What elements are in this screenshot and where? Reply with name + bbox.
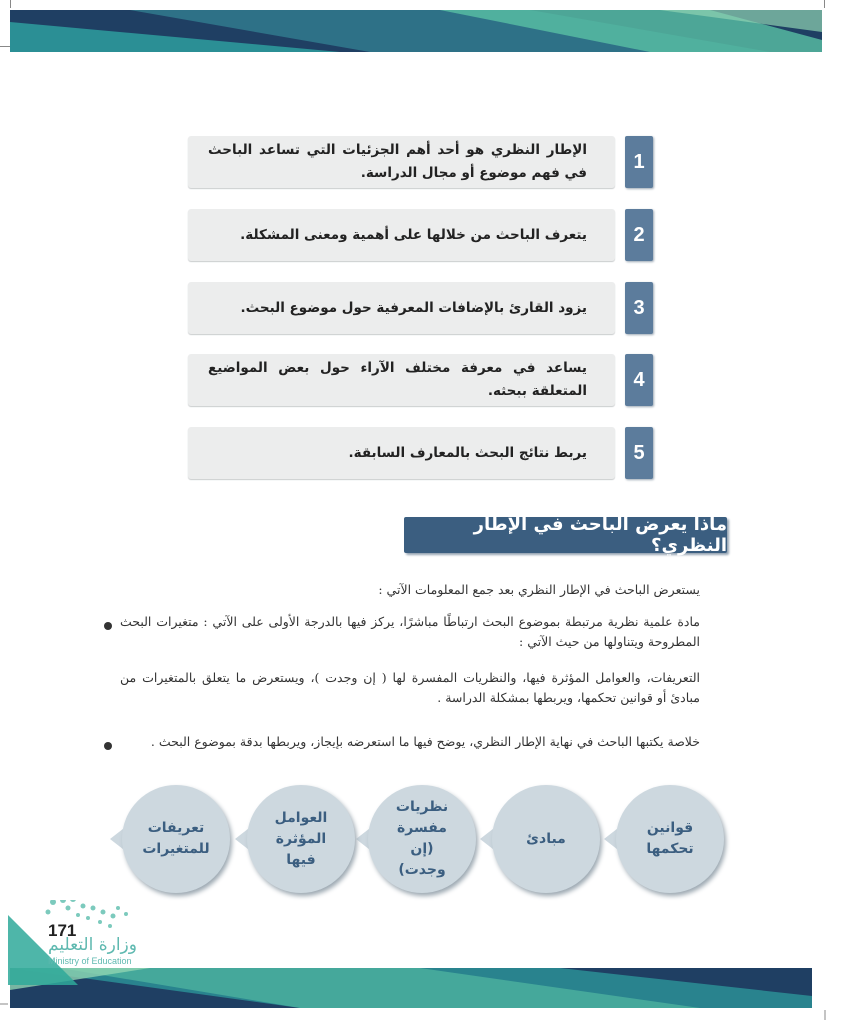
flow-circle — [247, 785, 355, 893]
body-paragraph: التعريفات، والعوامل المؤثرة فيها، والنظريات المفسرة لها ( إن وجدت )، ويستعرض ما يتعلق بالمتغيرات من مبادئ أو قوانين تحكمها، ويربطها بمشكلة الدراسة . — [120, 670, 700, 705]
flow-label: مبادئ — [526, 830, 566, 847]
item-number: 4 — [625, 354, 653, 406]
list-item — [188, 427, 615, 479]
item-number: 5 — [625, 427, 653, 479]
flow-label: تعريفات للمتغيرات — [142, 820, 210, 857]
header-band — [10, 10, 822, 52]
crop-mark — [10, 0, 11, 8]
flow-label: العوامل المؤثرة فيها — [274, 809, 328, 868]
list-item — [188, 209, 615, 261]
flow-circle — [492, 785, 600, 893]
bullet-text-2: خلاصة يكتبها الباحث في نهاية الإطار النظري، يوضح فيها ما استعرضه بإيجاز، ويربطها بدقة بموضوع البحث . — [150, 734, 700, 749]
ministry-name-arabic: وزارة التعليم — [48, 935, 137, 955]
flow-label: نظريات مفسرة (إن وجدت) — [395, 799, 449, 878]
bullet-point — [104, 742, 112, 750]
ministry-name-english: Ministry of Education — [48, 956, 132, 966]
list-item — [188, 282, 615, 334]
item-text: الإطار النظري هو أحد أهم الجزئيات التي تساعد الباحث في فهم موضوع أو مجال الدراسة. — [208, 142, 587, 181]
crop-mark — [0, 46, 10, 47]
intro-paragraph: يستعرض الباحث في الإطار النظري بعد جمع المعلومات الآتي : — [378, 582, 700, 597]
item-text: يتعرف الباحث من خلالها على أهمية ومعنى المشكلة. — [240, 226, 587, 243]
page-number: 171 — [48, 921, 77, 940]
item-text: يساعد في معرفة مختلف الآراء حول بعض المواضيع المتعلقة ببحثه. — [208, 360, 587, 399]
flow-circle — [616, 785, 724, 893]
item-number: 2 — [625, 209, 653, 261]
item-number: 3 — [625, 282, 653, 334]
item-text: يربط نتائج البحث بالمعارف السابقة. — [348, 444, 587, 461]
item-text: يزود القارئ بالإضافات المعرفية حول موضوع البحث. — [240, 299, 587, 316]
flow-label: قوانين تحكمها — [646, 820, 694, 857]
crop-mark — [824, 0, 825, 8]
list-item — [188, 136, 615, 188]
section-heading: ماذا يعرض الباحث في الإطار النظري؟ — [404, 517, 727, 553]
header-decoration — [10, 10, 822, 52]
flow-circle — [122, 785, 230, 893]
item-number: 1 — [625, 136, 653, 188]
bullet-text-1: مادة علمية نظرية مرتبطة بموضوع البحث ارتباطًا مباشرًا، يركز فيها بالدرجة الأولى على الآتي : متغيرات البحث المطروحة ويتناولها من حيث الآتي : — [120, 614, 700, 649]
flow-circle — [368, 785, 476, 893]
list-item — [188, 354, 615, 406]
bullet-point — [104, 622, 112, 630]
